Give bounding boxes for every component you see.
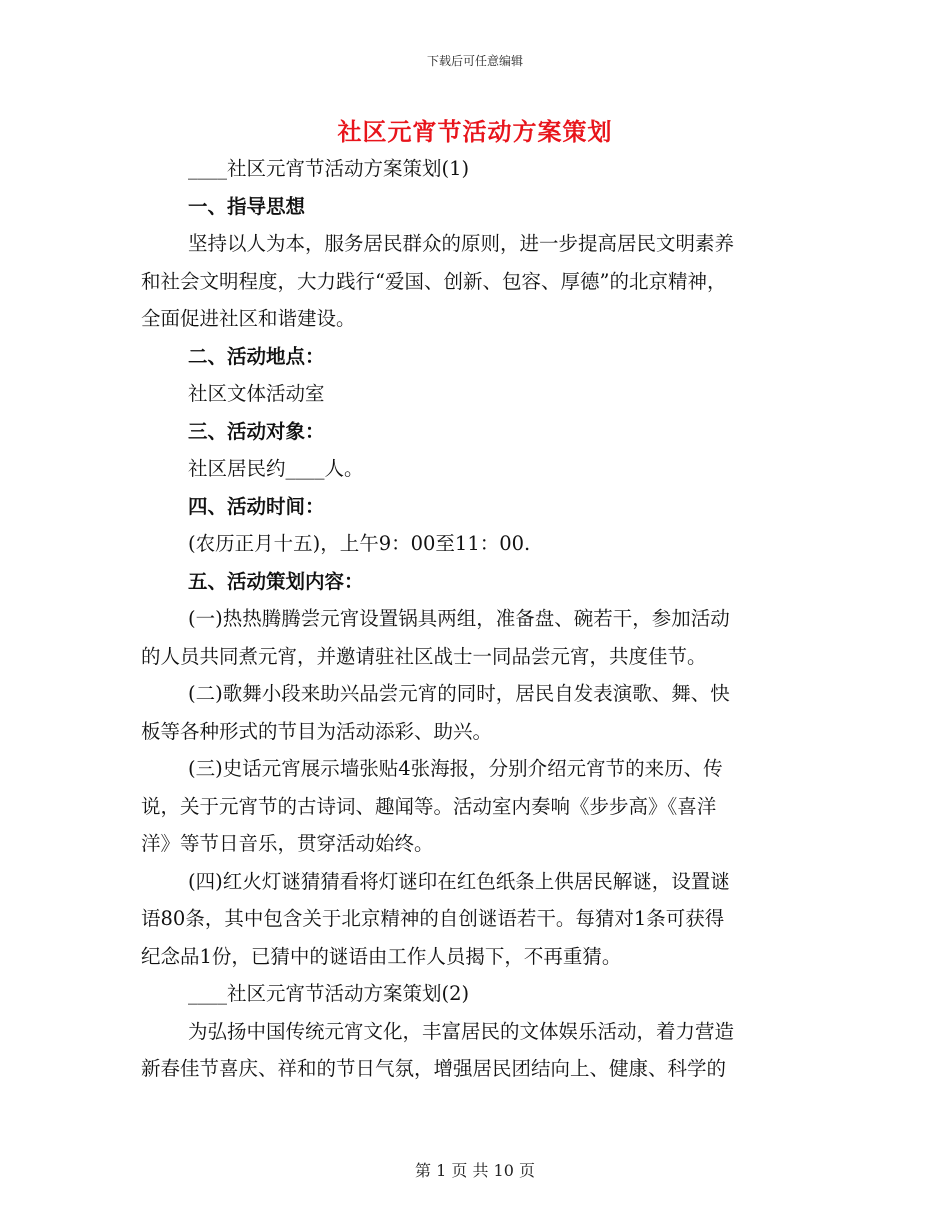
paragraph-line: 全面促进社区和谐建设。 bbox=[141, 307, 356, 330]
paragraph-line: 为弘扬中国传统元宵文化，丰富居民的文体娱乐活动，着力营造 bbox=[188, 1019, 735, 1043]
paragraph-line: ____社区元宵节活动方案策划(1) bbox=[188, 157, 470, 180]
page-footer: 第 1 页 共 10 页 bbox=[415, 1161, 535, 1180]
section-heading: 三、活动对象： bbox=[188, 419, 325, 443]
header-note: 下载后可任意编辑 bbox=[426, 54, 523, 68]
paragraph-line: ____社区元宵节活动方案策划(2) bbox=[188, 982, 470, 1005]
paragraph-line: 社区文体活动室 bbox=[188, 382, 325, 405]
paragraph-line: 和社会文明程度，大力践行“爱国、创新、包容、厚德”的北京精神， bbox=[141, 269, 727, 293]
paragraph-line: 坚持以人为本，服务居民群众的原则，进一步提高居民文明素养 bbox=[188, 232, 735, 255]
paragraph-line: (一)热热腾腾尝元宵设置锅具两组，准备盘、碗若干，参加活动 bbox=[188, 607, 730, 630]
document-body bbox=[141, 150, 809, 1088]
paragraph-line: (三)史话元宵展示墙张贴4张海报，分别介绍元宵节的来历、传 bbox=[188, 757, 723, 780]
section-heading: 二、活动地点： bbox=[188, 344, 325, 368]
paragraph-line: 语80条，其中包含关于北京精神的自创谜语若干。每猜对1条可获得 bbox=[141, 907, 725, 930]
paragraph-line: 社区居民约____人。 bbox=[188, 457, 364, 480]
paragraph-line: 纪念品1份，已猜中的谜语由工作人员揭下，不再重猜。 bbox=[141, 944, 622, 968]
paragraph-line: (农历正月十五)，上午9：00至11：00. bbox=[188, 532, 531, 555]
paragraph-line: 说，关于元宵节的古诗词、趣闻等。活动室内奏响《步步高》《喜洋 bbox=[141, 794, 717, 818]
paragraph-line: 的人员共同煮元宵，并邀请驻社区战士一同品尝元宵，共度佳节。 bbox=[141, 644, 707, 668]
paragraph-line: 板等各种形式的节目为活动添彩、助兴。 bbox=[141, 719, 493, 743]
paragraph-line: (二)歌舞小段来助兴品尝元宵的同时，居民自发表演歌、舞、快 bbox=[188, 682, 730, 705]
paragraph-line: 洋》等节日音乐，贯穿活动始终。 bbox=[141, 832, 434, 855]
paragraph-line: (四)红火灯谜猜猜看将灯谜印在红色纸条上供居民解谜，设置谜 bbox=[188, 869, 730, 893]
section-heading: 五、活动策划内容： bbox=[188, 569, 364, 593]
document-title: 社区元宵节活动方案策划 bbox=[337, 118, 613, 146]
section-heading: 一、指导思想 bbox=[188, 194, 306, 218]
paragraph-line: 新春佳节喜庆、祥和的节日气氛，增强居民团结向上、健康、科学的 bbox=[141, 1057, 727, 1080]
section-heading: 四、活动时间： bbox=[188, 494, 325, 518]
